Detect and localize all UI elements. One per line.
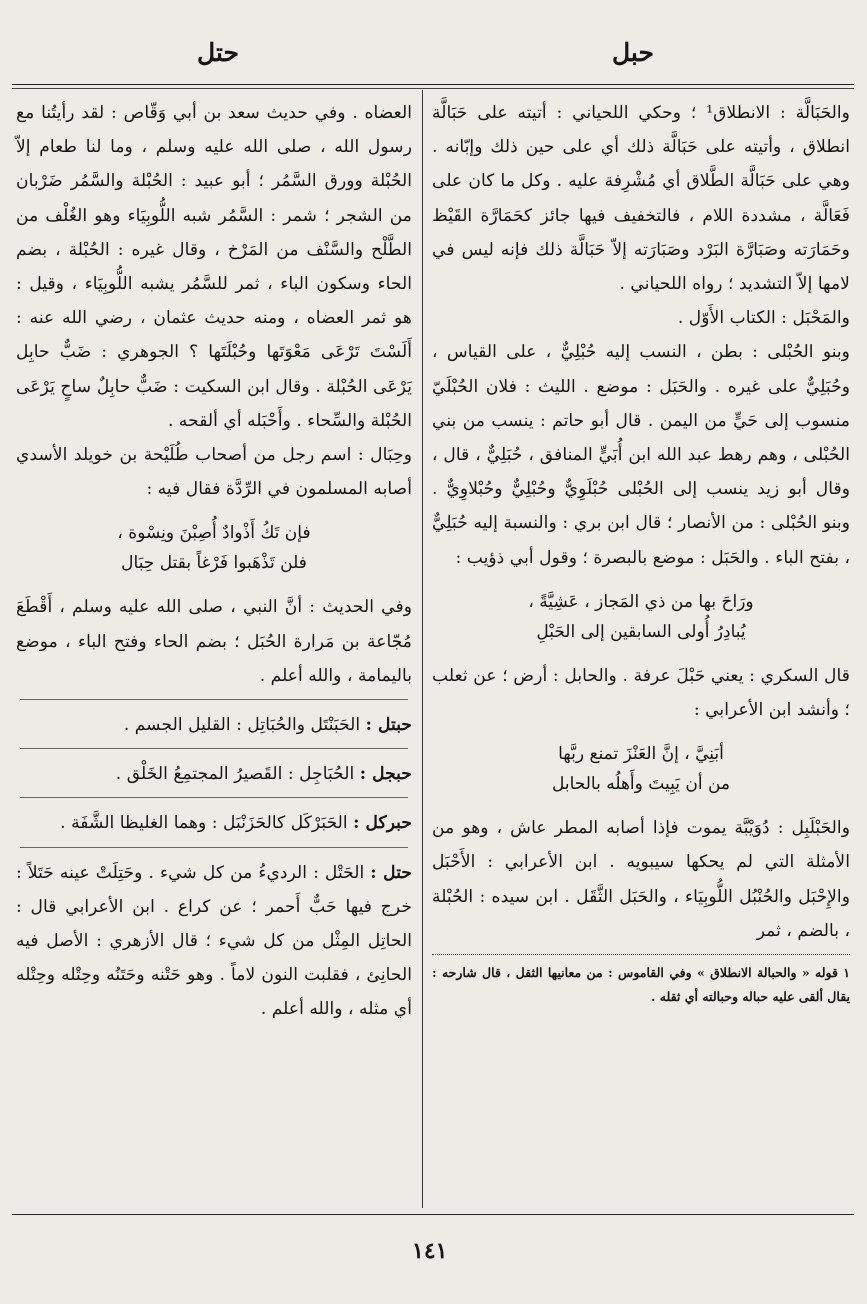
footnote: ١ قوله « والحبالة الانطلاق » وفي القاموس : من معانيها الثقل ، قال شارحه : يقال ألقى عليه حباله وحبالته أي ثقله . <box>432 965 850 1005</box>
left-column <box>16 96 412 1027</box>
paragraph: العضاه . وفي حديث سعد بن أبي وَقّاص : لقد رأيتُنا مع رسول الله ، صلى الله عليه وسلم ، وما لنا طعام إلاّ الحُبْلة وورق السَّمُر ؛ أبو عبيد : الحُبْلة والسَّمُر ضَرْبان من الشجر ؛ شمر : السَّمُر شبه اللُّوبِيَاء وهو الغُلْف من الطَّلْح والسَّنْف من المَرْخ ، وقال غيره : الحُبْلة ، بضم الحاء وسكون الباء ، ثمر للسَّمُر يشبه اللُّوبِيَاء ، وقيل : هو ثمر العضاه ، ومنه حديث عثمان ، رضي الله عنه : أَلَسْتَ تَرْعَى مَعْوَتَها وحُبْلَتَها ؟ الجوهري : ضَبٌّ حابِل يَرْعَى الحُبْلة . وقال ابن السكيت : ضَبٌّ حابِلٌ ساحٍ يَرْعَى الحُبْلة والسِّحاء . وأَحْبَله أي ألقحه . <box>16 103 412 431</box>
paragraph: وبنو الحُبْلى : بطن ، النسب إليه حُبْلِيٌّ ، على القياس ، وحُبَلِيٌّ على غيره . والحَبَل : موضع . الليث : فلان الحُبْلَيّ منسوب إلى حَيٍّ من اليمن . قال أبو حاتم : ينسب من بني الحُبْلى ، وهم رهط عبد الله ابن أُبَيٍّ المنافق ، حُبَلِيٌّ ، قال ، وقال أبو زيد ينسب إلى الحُبْلى حُبْلَوِيٌّ وحُبْلِيٌّ وحُبْلاوِيٌّ . وبنو الحُبْلى : من الأنصار ؛ قال ابن بري : والنسبة إليه حُبَلِيٌّ ، بفتح الباء . والحَبَل : موضع بالبصرة ؛ وقول أبي ذؤيب : <box>432 342 850 568</box>
entry-text: الحَبَرْكَل كالحَزَنْبَل : وهما الغليظا الشَّفَة . <box>60 813 348 834</box>
paragraph: والحَبَالَّة : الانطلاق¹ ؛ وحكي اللحياني : أتيته على حَبَالَّة انطلاق ، وأتيته على حَبَالَّة ذلك أي على حين ذلك وإبّانه . وهي على حَبَالَّة الطَّلاق أي مُشْرِفة عليه . وكل ما كان على فَعَالَّة ، مشددة اللام ، فالتخفيف فيها جائز كحَمَارَّة القَيْظ وحَمَارَته وصَبَارَّة البَرْد وصَبَارَته إلاّ حَبَالَّة ذلك فإنه ليس في لامها إلاّ التشديد ؛ رواه اللحياني . <box>432 103 850 295</box>
column-divider <box>422 90 423 1208</box>
verse-line: ورَاحَ بها من ذي المَجاز ، عَشِيَّةً ، <box>528 591 754 612</box>
running-header-right: حبل <box>612 38 654 67</box>
verse-line: فإن تَكُ أَذْوادٌ أُصِبْنَ ونِسْوة ، <box>117 523 311 544</box>
paragraph: وفي الحديث : أنَّ النبي ، صلى الله عليه وسلم ، أَقْطَعَ مُجّاعة بن مَرارة الحُبَل ؛ بضم الحاء وفتح الباء ، موضع باليمامة ، والله أعلم . <box>16 597 412 686</box>
paragraph: والمَحْبَل : الكتاب الأَوّل . <box>677 308 850 329</box>
entry-separator <box>20 699 408 700</box>
running-header-left: حتل <box>197 38 239 67</box>
entry-habtal <box>16 708 412 742</box>
header-rule <box>12 84 854 85</box>
entry-habjal <box>16 757 412 791</box>
verse-line: فلن تَذْهَبوا فَرْغاً بقتل حِبَال <box>121 553 307 574</box>
entry-separator <box>20 797 408 798</box>
entry-text: الحُبَاجِل : القَصيرُ المجتمِعُ الخَلْق . <box>115 764 355 785</box>
footnote-rule <box>432 954 850 955</box>
header-rule-secondary <box>12 88 854 89</box>
entry-text: الحَبَنْتَل والحُبَاتِل : القليل الجسم . <box>123 715 361 736</box>
entry-headword: حبركل : <box>353 813 412 834</box>
verse-line: أبَنِيَّ ، إنَّ العَنْزَ تمنع ربَّها <box>558 744 724 765</box>
entry-headword: حبتل : <box>365 715 412 736</box>
verse <box>16 518 412 578</box>
verse-line: من أن يَبِيتَ وأَهلُه بالحابل <box>551 774 731 795</box>
verse <box>432 739 850 799</box>
paragraph: وحِبَال : اسم رجل من أصحاب طُلَيْحة بن خويلد الأسدي أصابه المسلمون في الرِّدَّة فقال فيه : <box>16 445 412 500</box>
paragraph: والحَبْلَبِل : دُوَيْبَّة يموت فإذا أصابه المطر عاش ، وهو من الأمثلة التي لم يحكها سيبويه . ابن الأعرابي : الأَحْبَل والإِحْبَل والحُنْبُل اللُّوبِيَاء ، والحَبَل الثَّقَل . ابن سيده : الحُبْلة ، بالضم ، ثمر <box>432 818 850 941</box>
entry-headword: حتل : <box>370 862 413 883</box>
page-number: ١٤١ <box>412 1238 448 1264</box>
entry-habarkal <box>16 806 412 840</box>
verse <box>432 587 850 647</box>
entry-separator <box>20 748 408 749</box>
entry-separator <box>20 847 408 848</box>
paragraph: قال السكري : يعني حَبْلَ عرفة . والحابل : أرض ؛ عن ثعلب ؛ وأنشد ابن الأعرابي : <box>432 665 850 721</box>
entry-text: الحَتْل : الرديءُ من كل شيء . وحَتِلَتْ عينه حَتَلاً : خرج فيها حَبٌّ أَحمر ؛ عن كراع . ابن الأعرابي قال : الحاتِل المِثْل من كل شيء ؛ قال الأزهري : الأصل فيه الحانِئ ، فقلبت النون لاماً . وهو حَتْنه وحَتَنُه وحِتْله وحِتْله أي مثله ، والله أعلم . <box>16 862 412 1020</box>
verse-line: يُبادِرُ أُولى السابقين إلى الحَبْلِ <box>536 621 746 642</box>
footer-rule <box>12 1214 854 1215</box>
right-column <box>432 96 850 1009</box>
entry-headword: حبجل : <box>359 764 412 785</box>
entry-hatal <box>16 856 412 1027</box>
